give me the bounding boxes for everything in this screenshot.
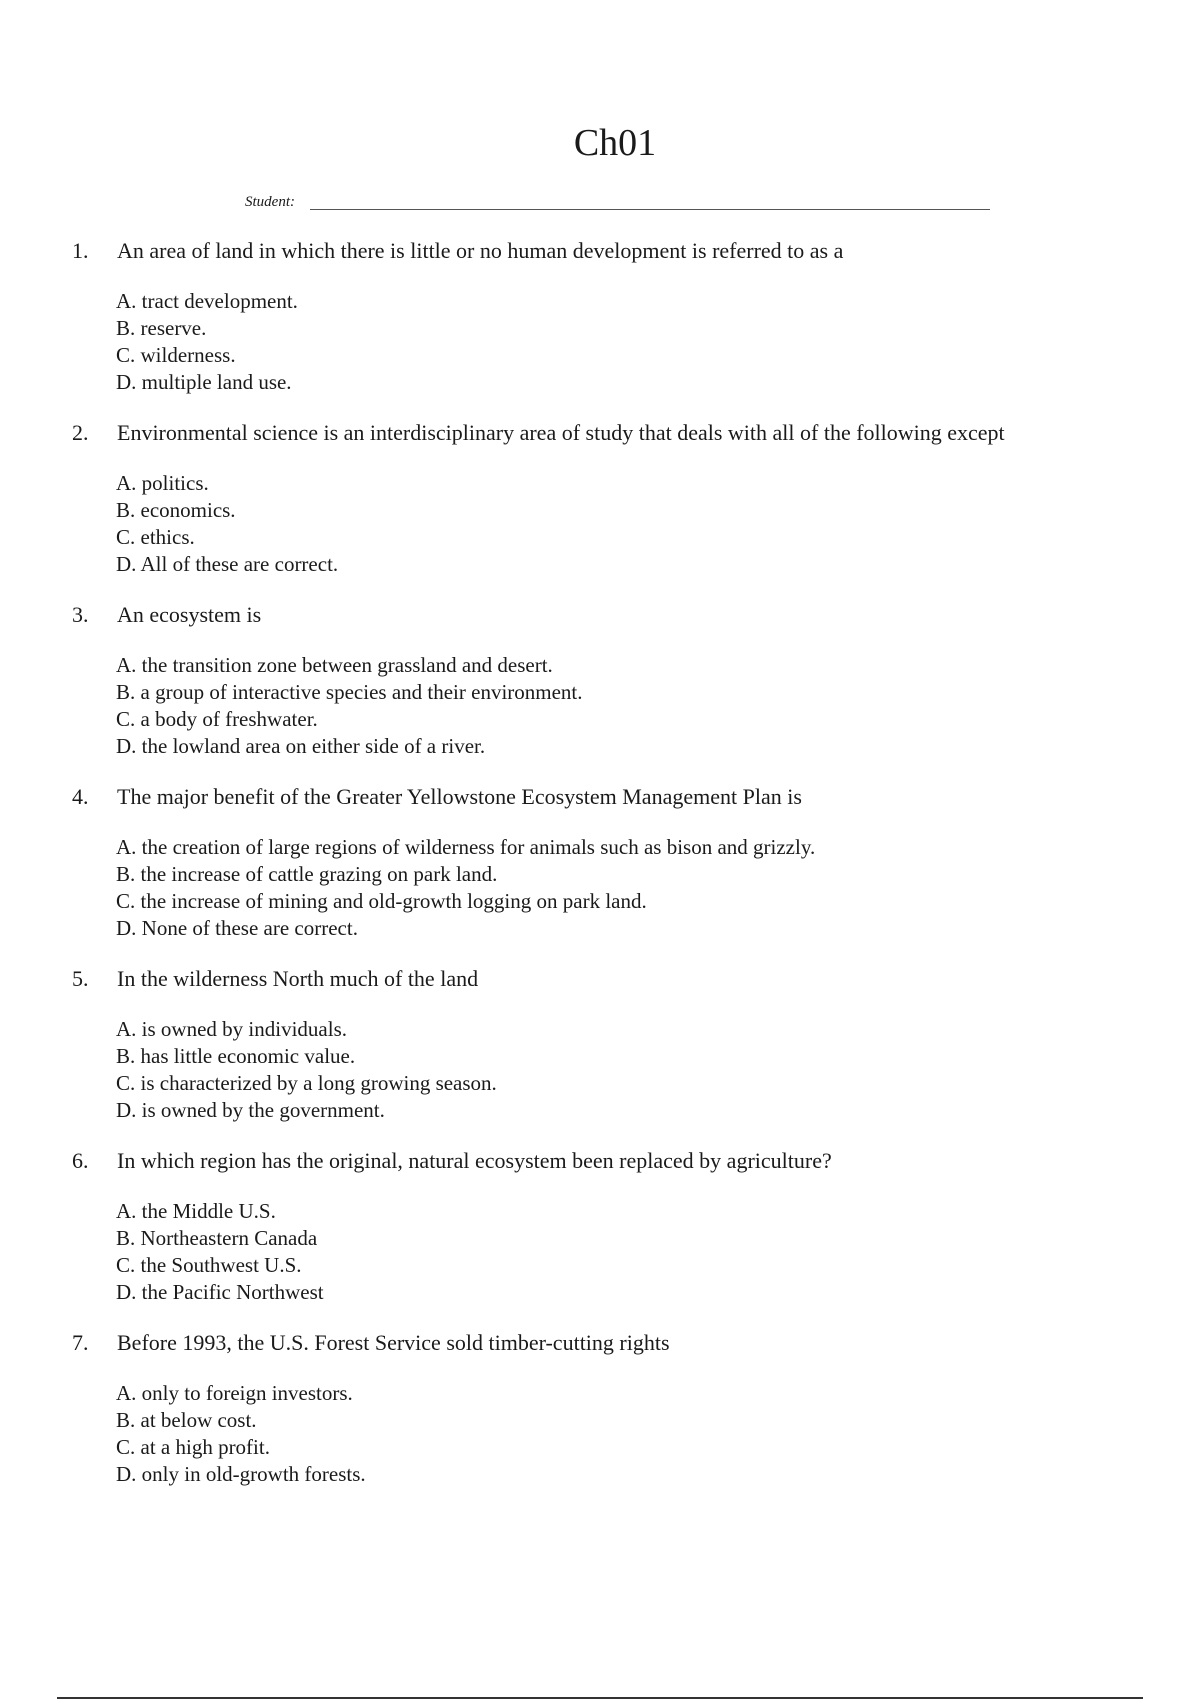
answer-option: A. only to foreign investors. xyxy=(116,1381,353,1405)
answer-option: A. is owned by individuals. xyxy=(116,1017,347,1041)
question-6 xyxy=(0,1146,1200,1306)
question-number: 6. xyxy=(72,1148,89,1173)
question-text: The major benefit of the Greater Yellowstone Ecosystem Management Plan is xyxy=(117,784,802,809)
answer-option: C. a body of freshwater. xyxy=(116,707,318,731)
question-text: Environmental science is an interdisciplinary area of study that deals with all of the following except xyxy=(117,420,1005,445)
answer-options xyxy=(116,1016,1200,1124)
footer-rule xyxy=(57,1697,1143,1699)
answer-options xyxy=(116,1380,1200,1488)
question-4 xyxy=(0,782,1200,942)
answer-options xyxy=(116,288,1200,396)
question-text: An area of land in which there is little or no human development is referred to as a xyxy=(117,238,844,263)
question-number: 5. xyxy=(72,966,89,991)
question-number: 1. xyxy=(72,238,89,263)
page-title: Ch01 xyxy=(573,122,657,164)
answer-option: D. only in old-growth forests. xyxy=(116,1462,366,1486)
question-7 xyxy=(0,1328,1200,1488)
answer-option: B. Northeastern Canada xyxy=(116,1226,318,1250)
answer-option: C. ethics. xyxy=(116,525,195,549)
answer-option: C. at a high profit. xyxy=(116,1435,270,1459)
answer-option: B. has little economic value. xyxy=(116,1044,356,1068)
answer-option: C. wilderness. xyxy=(116,343,236,367)
answer-option: D. the Pacific Northwest xyxy=(116,1280,324,1304)
answer-options xyxy=(116,470,1200,578)
question-number: 4. xyxy=(72,784,89,809)
answer-options xyxy=(116,1198,1200,1306)
question-5 xyxy=(0,964,1200,1124)
answer-option: A. tract development. xyxy=(116,289,298,313)
question-number: 3. xyxy=(72,602,89,627)
question-text: Before 1993, the U.S. Forest Service sold timber-cutting rights xyxy=(117,1330,670,1355)
answer-option: D. None of these are correct. xyxy=(116,916,358,940)
answer-option: D. multiple land use. xyxy=(116,370,292,394)
answer-option: C. is characterized by a long growing season. xyxy=(116,1071,497,1095)
answer-option: B. the increase of cattle grazing on park land. xyxy=(116,862,498,886)
answer-option: D. All of these are correct. xyxy=(116,552,339,576)
answer-option: A. the Middle U.S. xyxy=(116,1199,276,1223)
answer-option: B. economics. xyxy=(116,498,236,522)
question-text: In the wilderness North much of the land xyxy=(117,966,479,991)
answer-option: B. at below cost. xyxy=(116,1408,257,1432)
answer-options xyxy=(116,834,1200,942)
student-name-line xyxy=(245,192,990,218)
student-name-rule xyxy=(310,209,990,210)
answer-options xyxy=(116,652,1200,760)
question-number: 2. xyxy=(72,420,89,445)
answer-option: A. politics. xyxy=(116,471,209,495)
question-text: In which region has the original, natural ecosystem been replaced by agriculture? xyxy=(117,1148,832,1173)
question-1 xyxy=(0,236,1200,396)
question-3 xyxy=(0,600,1200,760)
answer-option: D. is owned by the government. xyxy=(116,1098,385,1122)
question-list xyxy=(0,236,1200,1510)
answer-option: A. the transition zone between grassland and desert. xyxy=(116,653,553,677)
answer-option: C. the increase of mining and old-growth logging on park land. xyxy=(116,889,647,913)
answer-option: B. a group of interactive species and their environment. xyxy=(116,680,583,704)
answer-option: A. the creation of large regions of wilderness for animals such as bison and grizzly. xyxy=(116,835,816,859)
answer-option: C. the Southwest U.S. xyxy=(116,1253,302,1277)
question-number: 7. xyxy=(72,1330,89,1355)
question-2 xyxy=(0,418,1200,578)
student-label: Student: xyxy=(245,194,295,210)
answer-option: B. reserve. xyxy=(116,316,207,340)
answer-option: D. the lowland area on either side of a river. xyxy=(116,734,486,758)
question-text: An ecosystem is xyxy=(117,602,262,627)
